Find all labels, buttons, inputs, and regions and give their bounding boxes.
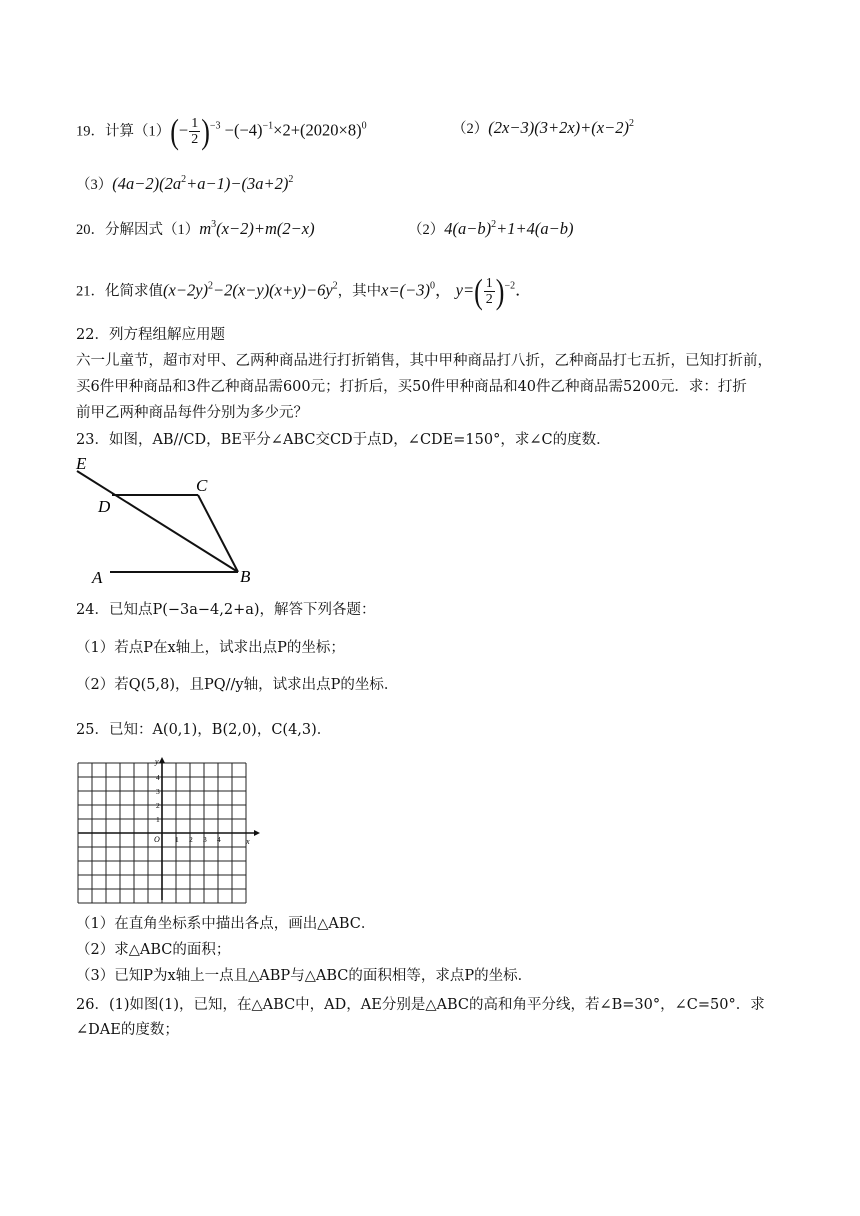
q22-title: 22．列方程组解应用题 [76,327,225,343]
q25-sub2: （2）求△ABC的面积； [76,942,231,958]
y-tick-3: 3 [156,787,160,796]
q19-prefix: 19．计算（1） [76,123,171,140]
x-tick-3: 3 [203,835,207,844]
q21-line: 21．化简求值$(x-2y)^2-2(x-y)(x+y)-6y^2$，其中$x=(-3)^0$， y=( $\frac{1}{2}$ )$^{-2}$． [76,271,532,311]
q24-sub2: （2）若Q(5,8)，且PQ//y轴，试求出点P的坐标． [76,677,399,693]
q19-line1: 19．计算（1）(− $\frac{1}{2}$ )$^{-3} -(-4)^{-1}\times 2+(2020\times 8)^0$ [76,111,367,151]
q19-part2: $(2)(2x-3)(3+2x)+(x-2)^2$ [452,118,634,137]
label-b: B [240,567,251,585]
q22-line1: 六一儿童节，超市对甲、乙两种商品进行打折销售，其中甲种商品打八折，乙种商品打七五折，已知打折前， [76,353,772,369]
q22-line3: 前甲乙两种商品每件分别为多少元？ [76,405,308,421]
y-axis-arrow [159,757,165,763]
q26-line1: 26．(1)如图(1)，已知，在△ABC中，AD，AE分别是△ABC的高和角平分线，若∠B=30°，∠C=50°．求 [76,997,765,1013]
q20-part2: $(2)4(a-b)^2+1+4(a-b)$ [408,219,574,238]
q23-figure [70,455,270,585]
q23-text: 23．如图，AB//CD，BE平分∠ABC交CD于点D，∠CDE=150°，求∠C的度数． [76,432,611,448]
q25-sub1: （1）在直角坐标系中描出各点，画出△ABC． [76,916,376,932]
q22-line2: 买6件甲种商品和3件乙种商品需600元；打折后，买50件甲种商品和40件乙种商品需5200元．求：打折 [76,379,747,395]
y-axis-label: y [155,757,159,766]
x-axis-label: x [246,837,250,846]
q24-text: 24．已知点P(−3a−4,2+a)，解答下列各题： [76,602,376,618]
q26-line2: ∠DAE的度数； [76,1022,179,1038]
label-e: E [76,455,87,473]
q24-sub1: （1）若点P在x轴上，试求出点P的坐标； [76,640,345,656]
q21-fraction: $\frac{1}{2}$ [485,276,493,307]
origin-label: O [154,835,160,844]
q25-sub3: （3）已知P为x轴上一点且△ABP与△ABC的面积相等，求点P的坐标． [76,968,533,984]
label-c: C [196,476,208,495]
x-axis-arrow [254,830,260,836]
x-tick-1: 1 [175,835,179,844]
y-tick-2: 2 [156,801,160,810]
q19-part3: $(3)(4a-2)(2a^2+a-1)-(3a+2)^2$ [76,174,294,193]
q25-text: 25．已知：A(0,1)，B(2,0)，C(4,3)． [76,722,332,738]
q19-part-b: ×2+(2020×8) [273,120,362,140]
label-a: A [92,568,103,585]
y-tick-4: 4 [156,773,160,782]
q22-block [76,322,806,426]
q19-fraction: $\frac{1}{2}$ [191,116,199,147]
x-tick-2: 2 [189,835,193,844]
q25-grid [74,756,264,906]
q19-part-a: −(−4) [224,120,263,140]
y-tick-1: 1 [156,815,160,824]
line-eb [77,471,238,572]
label-d: D [98,497,111,516]
x-tick-4: 4 [217,835,221,844]
q20-line: 20．分解因式$(1)m^3(x-2)+m(2-x)$ [76,219,315,238]
